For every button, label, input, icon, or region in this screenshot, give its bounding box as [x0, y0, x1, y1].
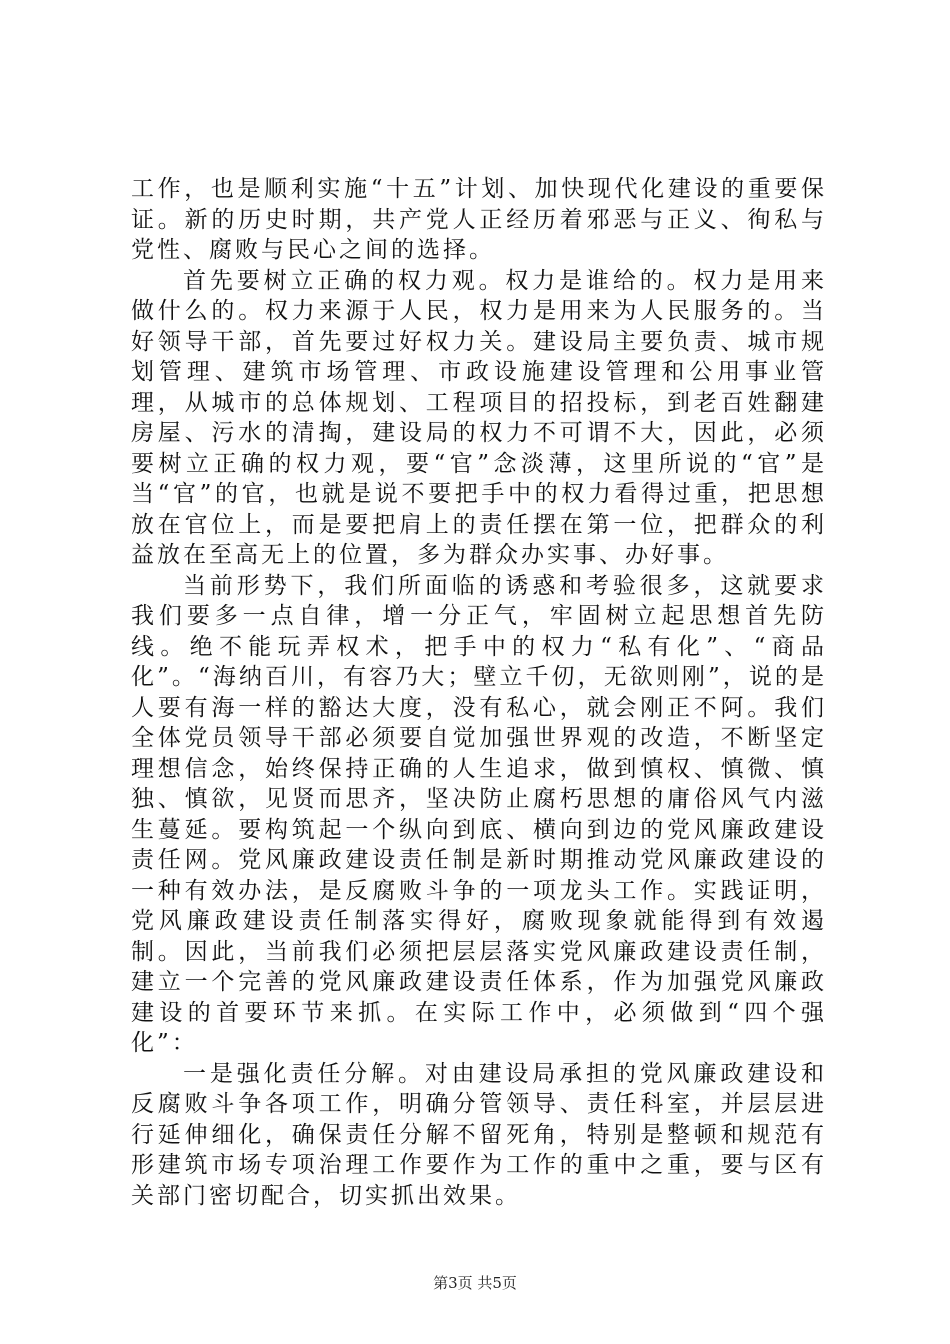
paragraph-continuation: 工作，也是顺利实施“十五”计划、加快现代化建设的重要保证。新的历史时期，共产党人正经历着邪恶与正义、徇私与党性、腐败与民心之间的选择。	[131, 176, 827, 263]
document-body	[131, 174, 827, 1211]
page-footer: 第3页 共5页	[433, 1274, 517, 1292]
paragraph-responsibility-breakdown: 一是强化责任分解。对由建设局承担的党风廉政建设和反腐败斗争各项工作，明确分管领导、责任科室，并层层进行延伸细化，确保责任分解不留死角，特别是整顿和规范有形建筑市场专项治理工作要作为工作的重中之重，要与区有关部门密切配合，切实抓出效果。	[131, 1060, 827, 1209]
paragraph-power-view: 首先要树立正确的权力观。权力是谁给的。权力是用来做什么的。权力来源于人民，权力是用来为人民服务的。当好领导干部，首先要过好权力关。建设局主要负责、城市规划管理、建筑市场管理、市政设施建设管理和公用事业管理，从城市的总体规划、工程项目的招投标，到老百姓翻建房屋、污水的清掏，建设局的权力不可谓不大，因此，必须要树立正确的权力观，要“官”念淡薄，这里所说的“官”是当“官”的官，也就是说不要把手中的权力看得过重，把思想放在官位上，而是要把肩上的责任摆在第一位，把群众的利益放在至高无上的位置，多为群众办实事、办好事。	[131, 267, 827, 568]
paragraph-self-discipline: 当前形势下，我们所面临的诱惑和考验很多，这就要求我们要多一点自律，增一分正气，牢固树立起思想首先防线。绝不能玩弄权术，把手中的权力“私有化”、“商品化”。“海纳百川，有容乃大；壁立千仞，无欲则刚”，说的是人要有海一样的豁达大度，没有私心，就会刚正不阿。我们全体党员领导干部必须要自觉加强世界观的改造，不断坚定理想信念，始终保持正确的人生追求，做到慎权、慎微、慎独、慎欲，见贤而思齐，坚决防止腐朽思想的庸俗风气内滋生蔓延。要构筑起一个纵向到底、横向到边的党风廉政建设责任网。党风廉政建设责任制是新时期推动党风廉政建设的一种有效办法，是反腐败斗争的一项龙头工作。实践证明，党风廉政建设责任制落实得好，腐败现象就能得到有效遏制。因此，当前我们必须把层层落实党风廉政建设责任制，建立一个完善的党风廉政建设责任体系，作为加强党风廉政建设的首要环节来抓。在实际工作中，必须做到“四个强化”：	[131, 572, 827, 1056]
